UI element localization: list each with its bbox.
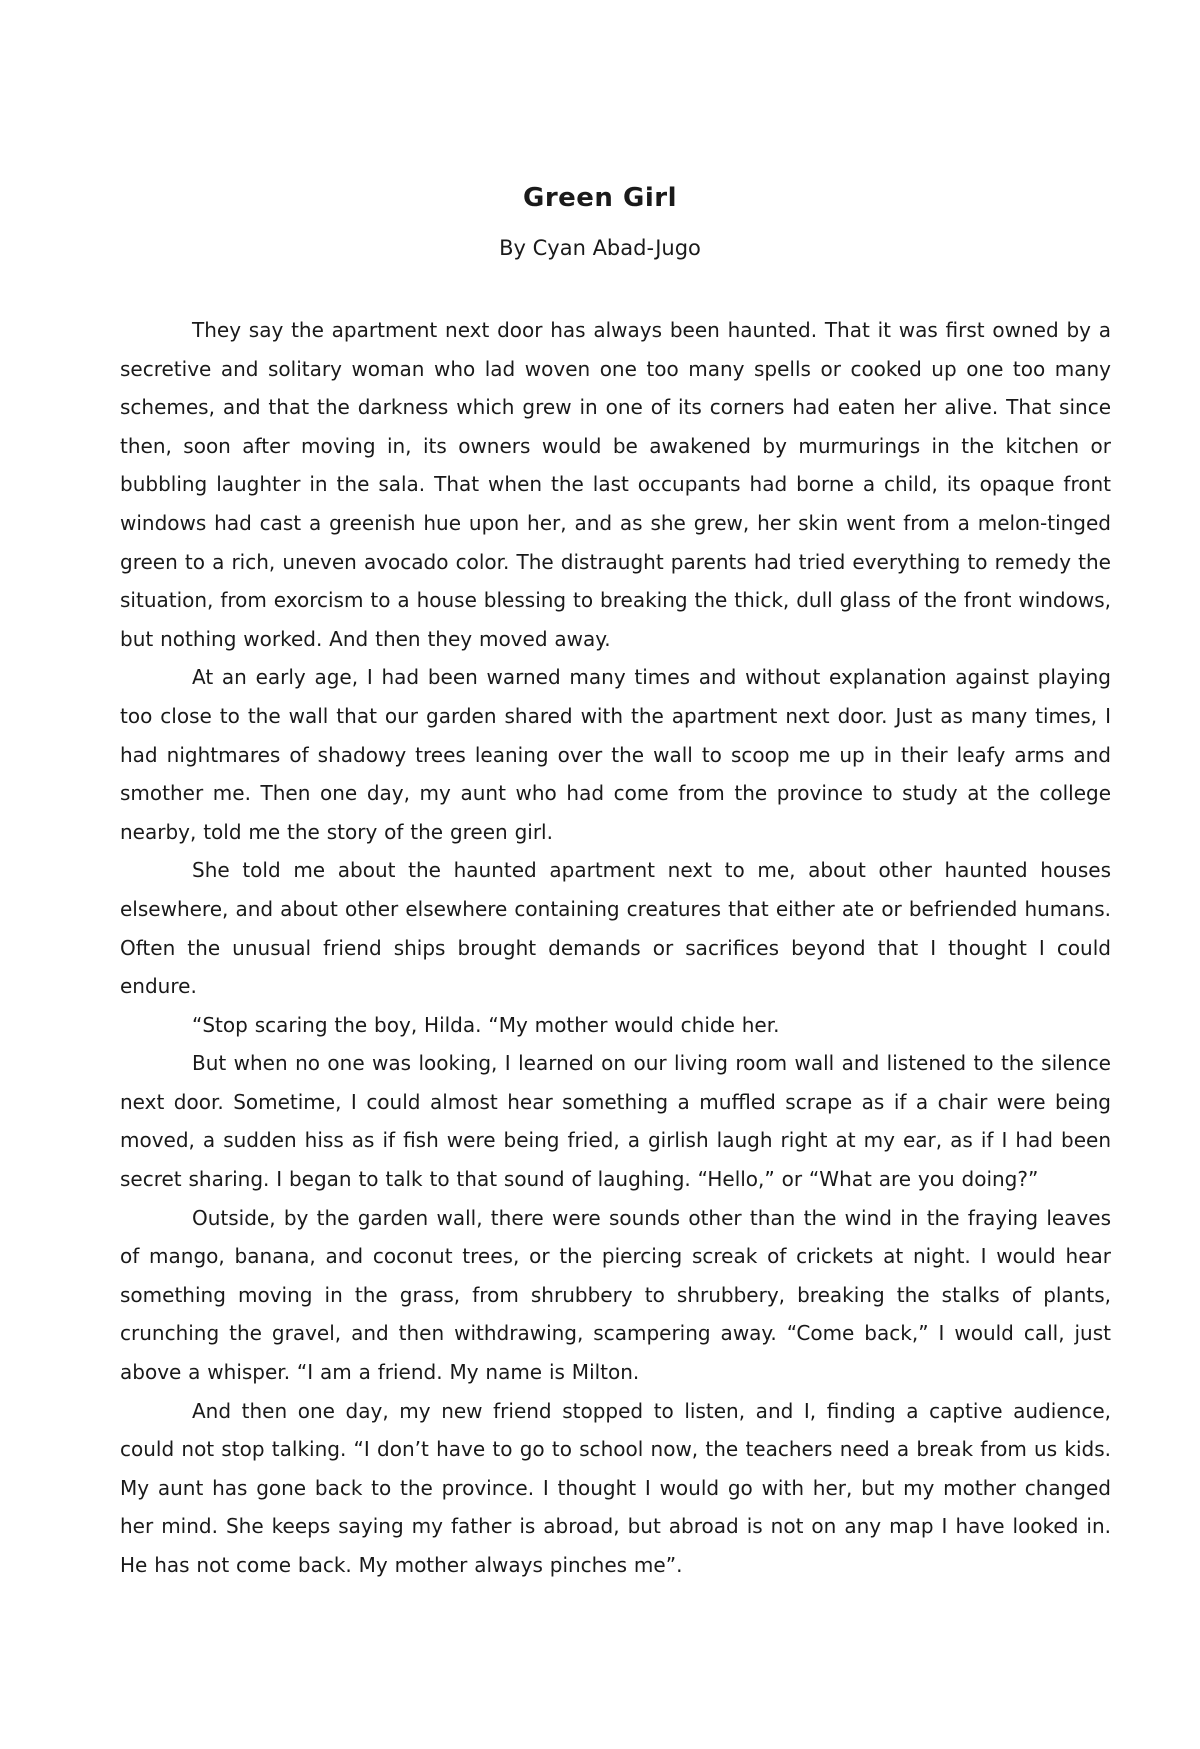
document-title: Green Girl <box>523 183 677 213</box>
paragraph: But when no one was looking, I learned on our living room wall and listened to the silence next door. Sometime, I could almost hear something a muffled scrape as if a chair were being moved, a sudden hiss as if fish were being fried, a girlish laugh right at my ear, as if I had been secret sharing. I began to talk to that sound of laughing. “Hello,” or “What are you doing?” <box>120 1051 1111 1192</box>
paragraph: “Stop scaring the boy, Hilda. “My mother would chide her. <box>192 1012 780 1037</box>
document-author: By Cyan Abad-Jugo <box>499 236 701 260</box>
paragraph: Outside, by the garden wall, there were sounds other than the wind in the fraying leaves of mango, banana, and coconut trees, or the piercing screak of crickets at night. I would hear something moving in the grass, from shrubbery to shrubbery, breaking the stalks of plants, crunching the gravel, and then withdrawing, scampering away. “Come back,” I would call, just above a whisper. “I am a friend. My name is Milton. <box>120 1205 1111 1385</box>
paragraph: She told me about the haunted apartment next to me, about other haunted houses elsewhere, and about other elsewhere containing creatures that either ate or befriended humans. Often the unusual friend ships brought demands or sacrifices beyond that I thought I could endure. <box>120 858 1111 999</box>
document-body <box>120 311 1111 1585</box>
paragraph: They say the apartment next door has always been haunted. That it was first owned by a secretive and solitary woman who lad woven one too many spells or cooked up one too many schemes, and that the darkness which grew in one of its corners had eaten her alive. That since then, soon after moving in, its owners would be awakened by murmurings in the kitchen or bubbling laughter in the sala. That when the last occupants had borne a child, its opaque front windows had cast a greenish hue upon her, and as she grew, her skin went from a melon-tinged green to a rich, uneven avocado color. The distraught parents had tried everything to remedy the situation, from exorcism to a house blessing to breaking the thick, dull glass of the front windows, but nothing worked. And then they moved away. <box>120 318 1111 651</box>
paragraph: At an early age, I had been warned many times and without explanation against playing too close to the wall that our garden shared with the apartment next door. Just as many times, I had nightmares of shadowy trees leaning over the wall to scoop me up in their leafy arms and smother me. Then one day, my aunt who had come from the province to study at the college nearby, told me the story of the green girl. <box>120 665 1111 844</box>
paragraph: And then one day, my new friend stopped to listen, and I, finding a captive audience, could not stop talking. “I don’t have to go to school now, the teachers need a break from us kids. My aunt has gone back to the province. I thought I would go with her, but my mother changed her mind. She keeps saying my father is abroad, but abroad is not on any map I have looked in. He has not come back. My mother always pinches me”. <box>120 1398 1111 1577</box>
